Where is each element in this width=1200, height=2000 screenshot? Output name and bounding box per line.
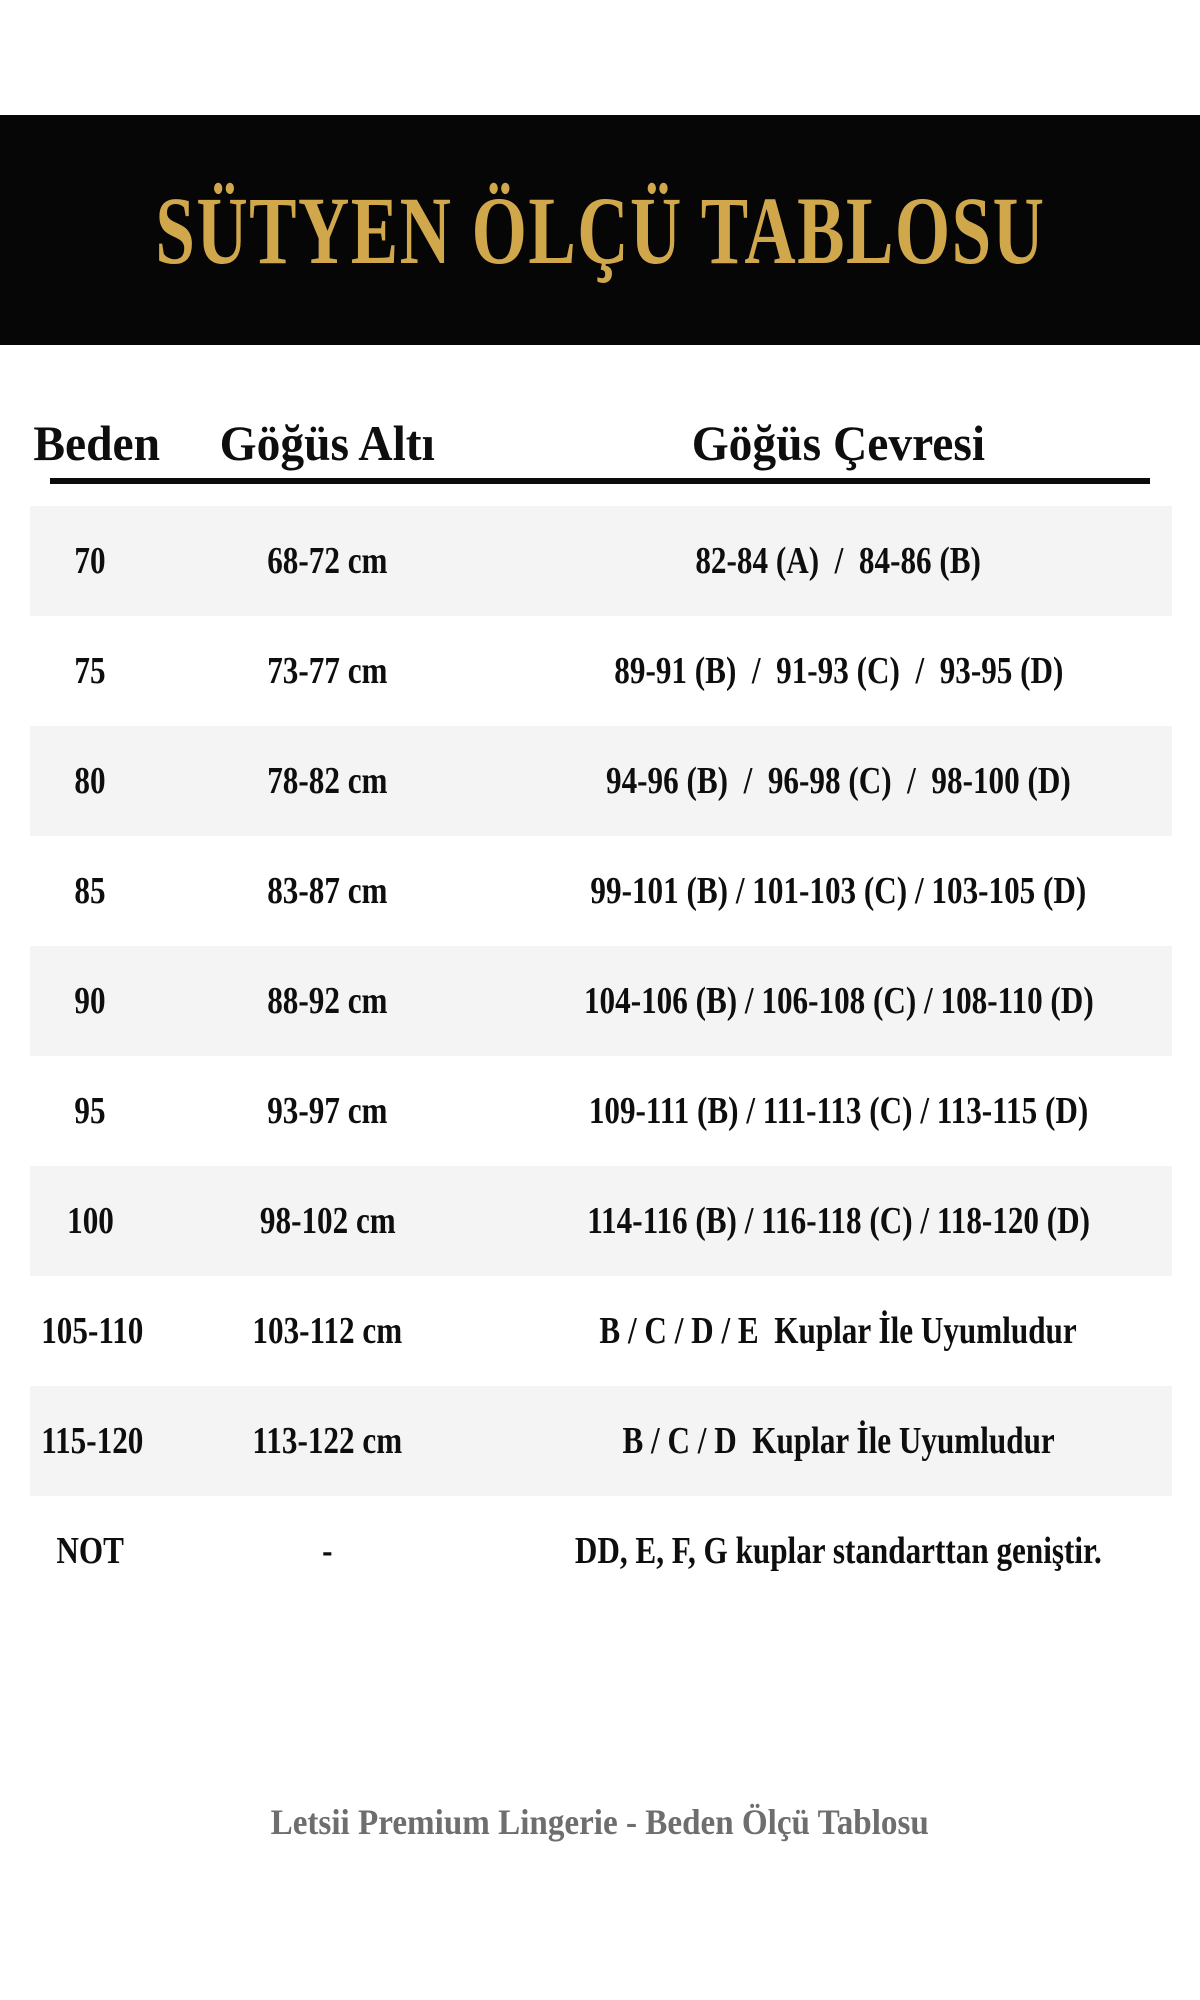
gogus-cevresi-value: B / C / D Kuplar İle Uyumludur (622, 1420, 1055, 1462)
gogus-cevresi-cell (505, 649, 1172, 693)
gogus-alti-cell (150, 869, 505, 913)
beden-value: 75 (74, 650, 106, 692)
table-row (30, 1276, 1172, 1386)
beden-cell (30, 539, 150, 583)
beden-value: 80 (74, 760, 106, 802)
gogus-alti-value: 103-112 cm (252, 1310, 403, 1352)
beden-cell (30, 1089, 150, 1133)
gogus-alti-value: 83-87 cm (267, 870, 388, 912)
title-banner (0, 115, 1200, 345)
page-title: SÜTYEN ÖLÇÜ TABLOSU (154, 176, 1046, 284)
gogus-alti-cell (150, 1089, 505, 1133)
gogus-alti-cell (150, 1309, 505, 1353)
beden-value: 85 (74, 870, 106, 912)
footer-caption-text: Letsii Premium Lingerie - Beden Ölçü Tablosu (270, 1802, 930, 1842)
gogus-cevresi-cell (505, 1529, 1172, 1573)
beden-cell (30, 759, 150, 803)
gogus-alti-cell (150, 1419, 505, 1463)
gogus-alti-value: 98-102 cm (259, 1200, 396, 1242)
gogus-alti-value: 113-122 cm (252, 1420, 403, 1462)
table-row (30, 1166, 1172, 1276)
gogus-alti-cell (150, 649, 505, 693)
beden-value: NOT (56, 1530, 124, 1572)
beden-cell (30, 649, 150, 693)
gogus-cevresi-value: 104-106 (B) / 106-108 (C) / 108-110 (D) (583, 980, 1094, 1022)
column-header-text: Göğüs Altı (219, 415, 436, 471)
gogus-alti-value: 73-77 cm (267, 650, 388, 692)
column-header-text: Göğüs Çevresi (691, 415, 986, 471)
gogus-cevresi-value: 94-96 (B) / 96-98 (C) / 98-100 (D) (606, 760, 1071, 802)
gogus-cevresi-value: 99-101 (B) / 101-103 (C) / 103-105 (D) (590, 870, 1087, 912)
table-row (30, 726, 1172, 836)
gogus-alti-cell (150, 1529, 505, 1573)
table-body (0, 506, 1200, 1606)
gogus-alti-cell (150, 979, 505, 1023)
gogus-cevresi-cell (505, 979, 1172, 1023)
gogus-cevresi-value: B / C / D / E Kuplar İle Uyumludur (599, 1310, 1078, 1352)
gogus-alti-value: 93-97 cm (267, 1090, 388, 1132)
beden-cell (30, 979, 150, 1023)
beden-cell (30, 1199, 150, 1243)
gogus-alti-value: 78-82 cm (267, 760, 388, 802)
table-row (30, 946, 1172, 1056)
table-row (30, 1056, 1172, 1166)
gogus-cevresi-cell (505, 1089, 1172, 1133)
footer-caption (0, 1796, 1200, 1848)
column-header-gogus-alti (150, 414, 505, 472)
gogus-cevresi-value: DD, E, F, G kuplar standarttan geniştir. (575, 1530, 1102, 1572)
beden-value: 100 (66, 1200, 114, 1242)
gogus-cevresi-cell (505, 1199, 1172, 1243)
gogus-alti-cell (150, 759, 505, 803)
beden-value: 105-110 (41, 1310, 144, 1352)
table-row (30, 1386, 1172, 1496)
gogus-cevresi-cell (505, 539, 1172, 583)
beden-cell (30, 1419, 150, 1463)
column-header-beden (30, 414, 161, 472)
table-header-row (30, 408, 1172, 478)
gogus-cevresi-cell (505, 1419, 1172, 1463)
table-row-note (30, 1496, 1172, 1606)
beden-value: 90 (74, 980, 106, 1022)
gogus-cevresi-cell (505, 869, 1172, 913)
beden-value: 115-120 (41, 1420, 144, 1462)
size-table (0, 408, 1200, 1606)
header-divider (50, 478, 1150, 484)
gogus-alti-cell (150, 1199, 505, 1243)
gogus-cevresi-value: 114-116 (B) / 116-118 (C) / 118-120 (D) (587, 1200, 1090, 1242)
beden-value: 70 (74, 540, 106, 582)
beden-cell (30, 1309, 150, 1353)
column-header-gogus-cevresi (505, 414, 1172, 472)
gogus-cevresi-value: 109-111 (B) / 111-113 (C) / 113-115 (D) (588, 1090, 1089, 1132)
gogus-alti-value: 68-72 cm (267, 540, 388, 582)
gogus-cevresi-cell (505, 1309, 1172, 1353)
table-row (30, 616, 1172, 726)
beden-cell (30, 869, 150, 913)
table-row (30, 506, 1172, 616)
gogus-alti-cell (150, 539, 505, 583)
beden-cell (30, 1529, 150, 1573)
table-row (30, 836, 1172, 946)
column-header-text: Beden (33, 415, 161, 471)
gogus-cevresi-cell (505, 759, 1172, 803)
gogus-alti-value: - (322, 1530, 333, 1572)
beden-value: 95 (74, 1090, 106, 1132)
gogus-cevresi-value: 89-91 (B) / 91-93 (C) / 93-95 (D) (613, 650, 1064, 692)
gogus-alti-value: 88-92 cm (267, 980, 388, 1022)
gogus-cevresi-value: 82-84 (A) / 84-86 (B) (695, 540, 982, 582)
